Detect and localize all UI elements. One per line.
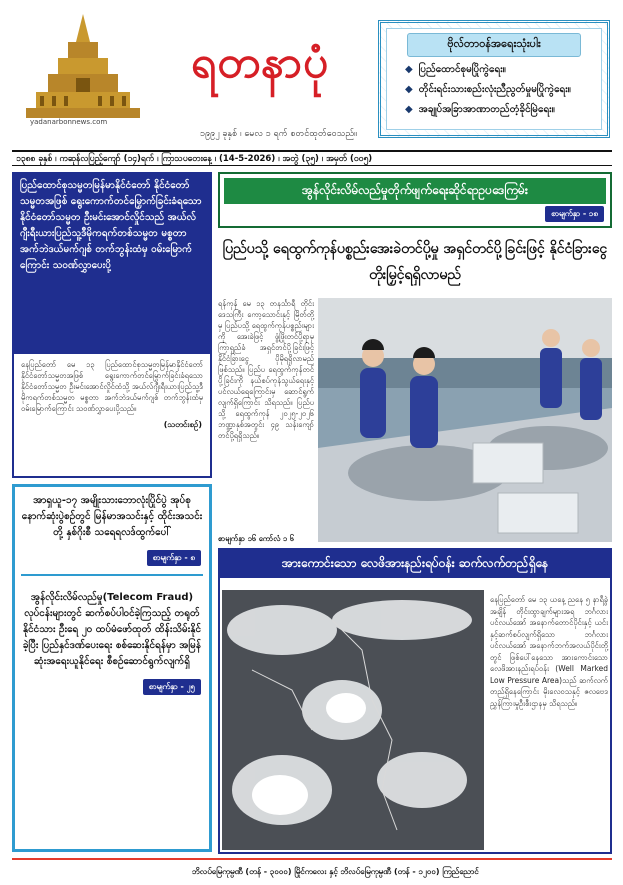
ad-line: ဘိလပ်မြေကုမ္ပဏီ (တန် - ၃၀၀၀) မြိုင်ကလေး နှင့် ဘိလပ်မြေကုမ္ပဏီ (တန် - ၁၂၀၀) ကြည်ညောင် (192, 867, 479, 876)
fraud-story-headline[interactable]: အွန်လိုင်းလိမ်လည်မှု(Telecom Fraud) လုပ်ငန်းများတွင် ဆက်စပ်ပါဝင်ခဲ့ကြသည့် တရုတ်နိုင်ငံသား ဦးရေ ၂၀ ထပ်မံဖော်ထုတ် ထိန်းသိမ်းနိုင်ခဲ့ပြီး ပြည်နှင်ဒဏ်ပေးရေး စစ်ဆေးနိုင်ရန်မှာ အမြန်ဆုံးအရေးယူနိုင်ရေး စီစဉ်ဆောင်ရွက်လျက်ရှိ (22, 592, 202, 667)
issue-line: ၁၃၈၈ ခုနှစ် ၊ ကဆုန်လပြည့်ကျော် (၁၄)ရက် ၊ ကြာသပတေးနေ့ ၊ (14-5-2026) ၊ အတွဲ (၃၅) ၊ အမှတ် (၀၀၅) (12, 150, 612, 166)
page-tag[interactable]: စာမျက်နှာ - ၈ (147, 550, 201, 566)
shrimp-processing-photo (318, 298, 612, 542)
motto-item: ◆ ပြည်ထောင်စုမပြိုကွဲရေး။ (405, 64, 506, 75)
page-tag[interactable]: စာမျက်နှာ - ၁၈ (545, 206, 604, 222)
cement-advertisement[interactable] (12, 860, 612, 885)
lead-story-headline[interactable]: ပြည်ထောင်စုသမ္မတမြန်မာနိုင်ငံတော် နိုင်ငံတော်သမ္မတအဖြစ် ရွေးကောက်တင်မြှောက်ခြင်းခံရသော နိုင်ငံတော်သမ္မတ ဦးမင်းအောင်လှိုင်သည် အယ်လ်ဂျီးရီးယားပြည်သူ့ဒီမိုကရက်တစ်သမ္မတ မစ္စတာ အက်ဘဲဒယ်မက်ဂျစ် တက်ဘွန်းထံမှ ဝမ်းမြောက်ကြောင်း သဝဏ်လွှာပေးပို့ (14, 174, 210, 354)
website-url: yadanarbonnews.com (30, 118, 108, 126)
law-banner-title[interactable]: အွန်လိုင်းလိမ်လည်မှုတိုက်ဖျက်ရေးဆိုင်ရာဥပဒေကြမ်း (224, 178, 606, 204)
law-banner[interactable] (218, 172, 612, 228)
motto-item: ◆ အချုပ်အခြာအာဏာတည်တံ့ခိုင်မြဲရေး။ (405, 104, 555, 115)
weather-story-body: နေပြည်တော် မေ ၁၃ ယနေ့ ညနေ ၅ နာရီခွဲအချိန် တိုင်းထွာချက်များအရ ဘင်္ဂလားပင်လယ်အော် အနောက်တောင်ပိုင်းနှင့် ယင်းနှင့်ဆက်စပ်လျက်ရှိသော ဘင်္ဂလားပင်လယ်အော် အနောက်ဘက်အလယ်ပိုင်းတို့တွင် ဖြစ်ပေါ်နေသော အားကောင်းသော လေဖိအားနည်းရပ်ဝန်း (Well Marked Low Pressure Area)သည် ဆက်လက်တည်ရှိနေကြောင်း မိုးလေဝသနှင့် ဇလဗေဒညွှန်ကြားမှုဦးစီးဌာနမှ သိရသည်။ (490, 595, 608, 708)
continued-note[interactable]: စာမျက်နှာ ၁၆ ကော်လံ ၁ ၆ (218, 534, 294, 543)
newspaper-title: ရတနာပုံ (190, 37, 330, 88)
founded-line: ၁၉၉၂ ခုနှစ် ၊ မေလ ၁ ရက် စတင်ထုတ်ဝေသည်။ (200, 129, 357, 139)
weather-story-headline[interactable]: အားကောင်းသော လေဖိအားနည်းရပ်ဝန်း ဆက်လက်တည်ရှိနေ (220, 550, 610, 578)
lead-story-box[interactable] (12, 172, 212, 478)
divider (21, 574, 203, 576)
diamond-bullet-icon: ◆ (405, 104, 413, 115)
lead-story-source: (သတင်းစဉ်) (163, 420, 202, 429)
diamond-bullet-icon: ◆ (405, 64, 413, 75)
football-story-headline[interactable]: အာရှယူ-၁၇ အမျိုးသားဘောလုံးပြိုင်ပွဲ အုပ်စုနောက်ဆုံးပွဲစဉ်တွင် မြန်မာအသင်းနှင့် ထိုင်းအသင်းတို့ နှစ်ဂိုးစီ သရေရလဒ်ထွက်ပေါ် (21, 495, 203, 538)
sports-and-fraud-box (12, 484, 212, 852)
lead-story-body: နေပြည်တော် မေ ၁၃ ပြည်ထောင်စုသမ္မတမြန်မာနိုင်ငံတော် နိုင်ငံတော်သမ္မတအဖြစ် ရွေးကောက်တင်မြှောက်ခြင်းခံရသော နိုင်ငံတော်သမ္မတ ဦးမင်းအောင်လှိုင်ထံသို့ အယ်လ်ဂျီးရီးယားပြည်သူ့ဒီမိုကရက်တစ်သမ္မတ မစ္စတာ အက်ဘဲဒယ်မက်ဂျစ် တက်ဘွန်းထံမှ ဝမ်းမြောက်ကြောင်း သဝဏ်လွှာပေးပို့သည်။ (21, 360, 203, 413)
shrimp-story-headline[interactable]: ပြည်ပသို့ ရေထွက်ကုန်ပစ္စည်းအေးခဲတင်ပို့မှု အရှင်တင်ပို့ခြင်းဖြင့် နိုင်ငံခြားငွေတိုးမြှင့်ရရှိလာမည် (222, 241, 608, 283)
shrimp-story-body: ရန်ကုန် မေ ၁၃ တနင်္သာရီ တိုင်းဒေသကြီး ကော့သောင်းနှင့် မြိတ်တို့မှ ပြည်ပသို့ ရေထွက်ကုန်ပစ္စည်းများကို အေးခဲဖြင့် ဖွံ့ဖြိုးတင်ပို့ရာမှ ကြာရှည်ခံ အရှင်တင်ပို့ခြင်းဖြင့် နိုင်ငံခြားငွေ ပိုမိုရရှိလာမည် ဖြစ်သည်။ ပြည်ပ ရေထွက်ကုန်တင်ပို့ခြင်းကို နယ်စပ်ကုန်သွယ်ရေးနှင့် ပင်လယ်ရေကြောင်းမှ ဆောင်ရွက်လျက်ရှိကြောင်း သိရသည်။ ပြည်ပသို့ ရေထွက်ကုန် ၂၀၂၅-၂၀၂၆ ဘဏ္ဍာနှစ်အတွင်း ၄၉ သန်းကျော် တင်ပို့ရရှိသည်။ (218, 299, 314, 440)
motto-item: ◆ တိုင်းရင်းသားစည်းလုံးညီညွတ်မှုမပြိုကွဲရေး။ (405, 84, 571, 95)
motto-heading: ဗိုလ်တာဝန်အရေးသုံးပါး (407, 33, 581, 57)
page-tag[interactable]: စာမျက်နှာ - ၂၅ (143, 679, 201, 695)
pagoda-logo (18, 12, 148, 124)
satellite-map-image (222, 590, 484, 850)
diamond-bullet-icon: ◆ (405, 84, 413, 95)
motto-box (378, 20, 610, 138)
